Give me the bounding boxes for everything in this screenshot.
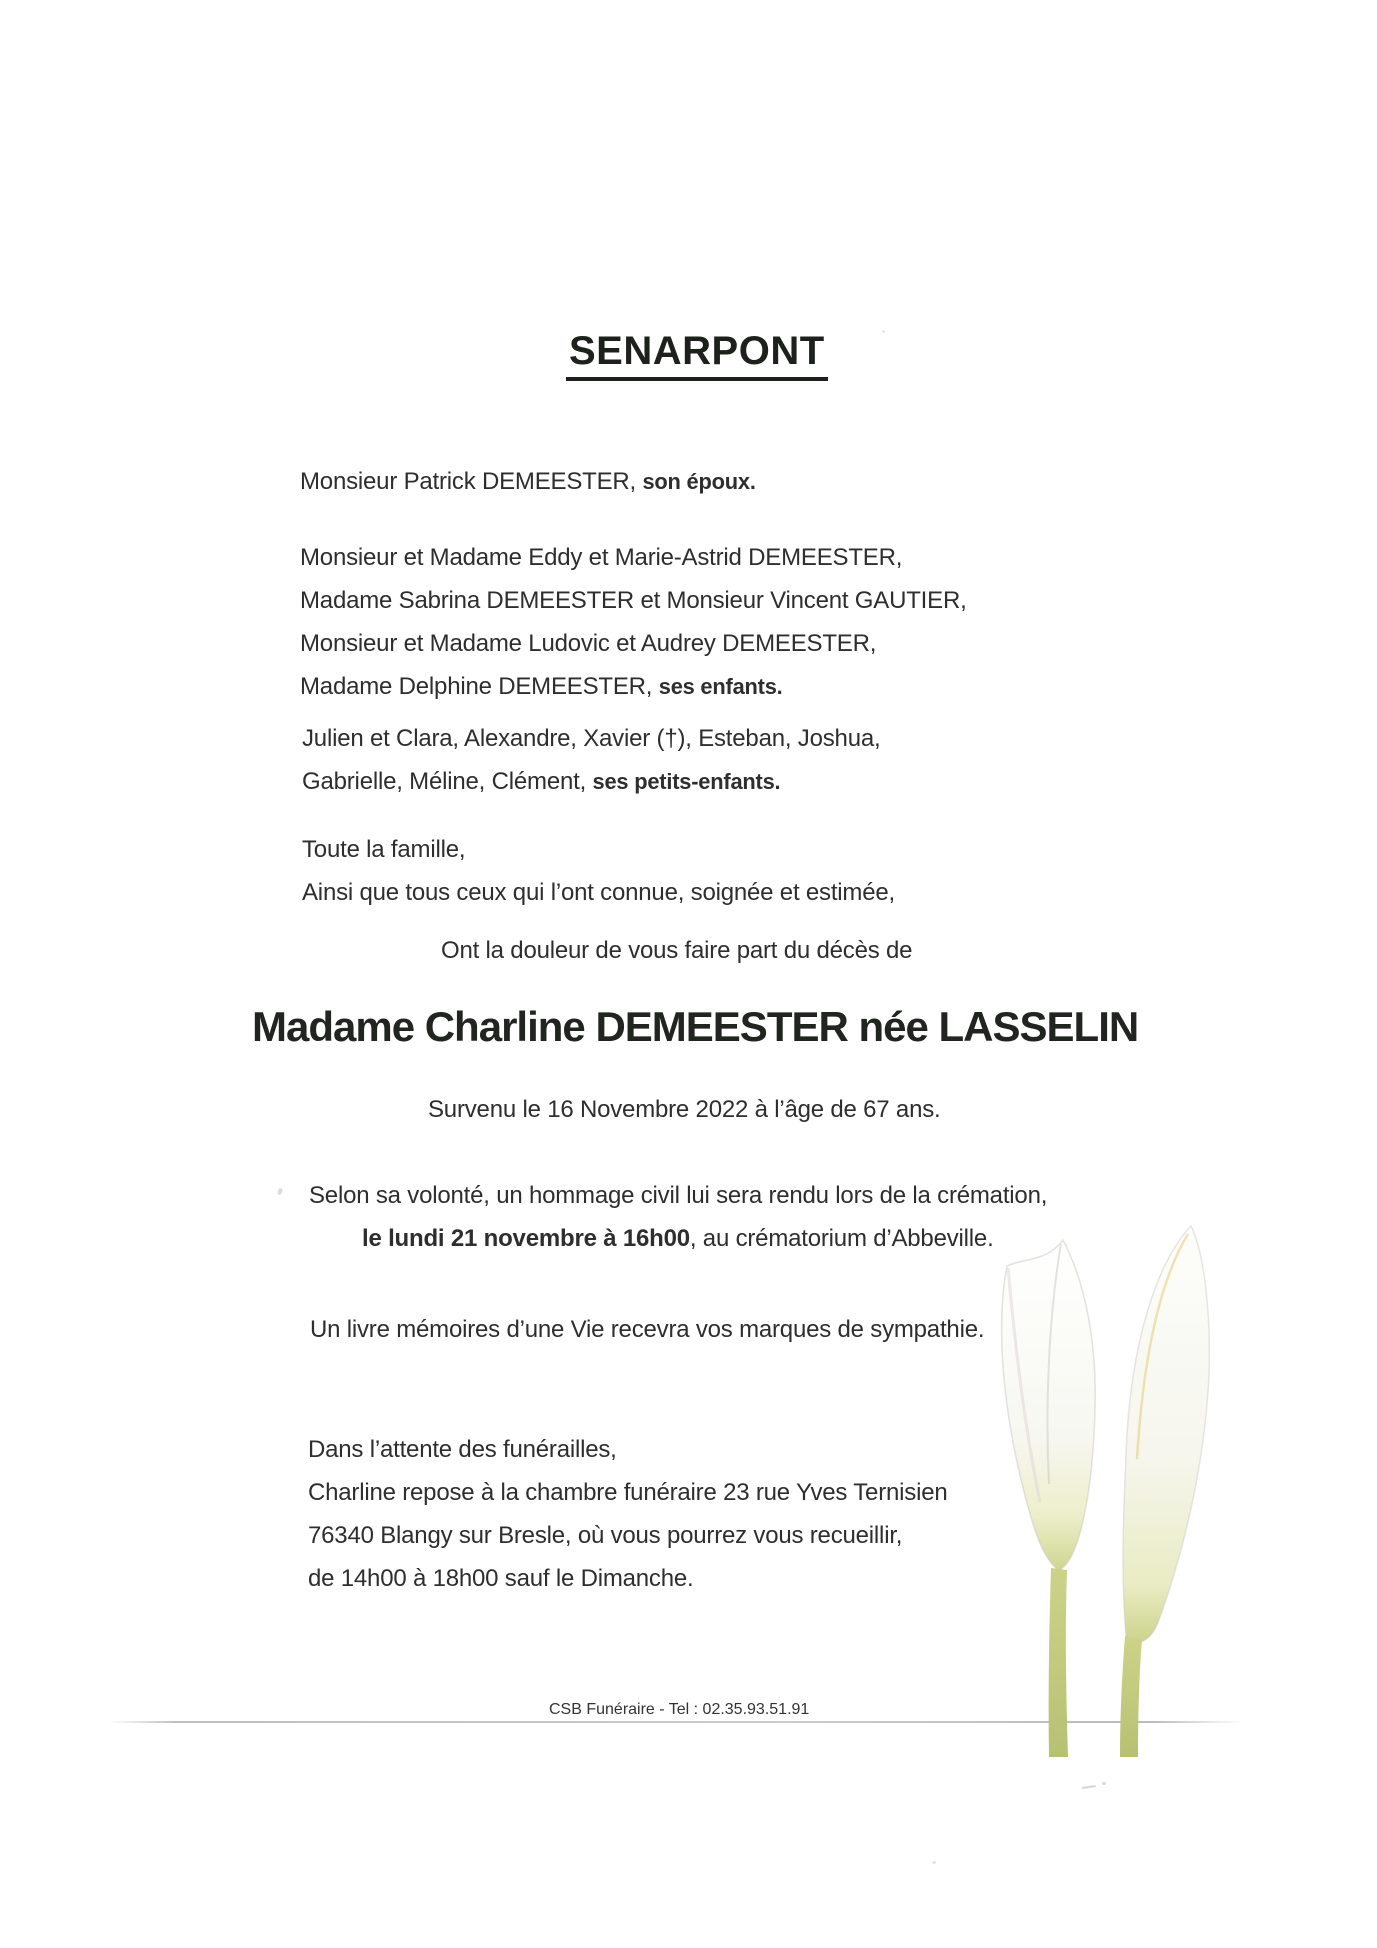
scan-speck <box>1082 1785 1096 1789</box>
spouse-name: Monsieur Patrick DEMEESTER, <box>300 468 643 495</box>
memory-book-line: Un livre mémoires d’une Vie recevra vos marques de sympathie. <box>310 1316 985 1343</box>
children-relation: ses enfants. <box>658 674 783 699</box>
wake-block <box>308 1428 948 1600</box>
grandchildren-names: Gabrielle, Méline, Clément, <box>302 768 593 795</box>
wake-line: de 14h00 à 18h00 sauf le Dimanche. <box>308 1565 694 1592</box>
calla-lily-svg <box>945 1224 1225 1759</box>
wake-line: Charline repose à la chambre funéraire 23 rue Yves Ternisien <box>308 1479 948 1506</box>
calla-lily-image <box>945 1224 1225 1764</box>
spouse-relation: son époux. <box>642 469 756 494</box>
family-block <box>302 828 895 914</box>
ceremony-location: , au crématorium d’Abbeville. <box>689 1225 994 1252</box>
children-line: Monsieur et Madame Eddy et Marie-Astrid DEMEESTER, <box>300 544 903 571</box>
ceremony-line2 <box>362 1225 994 1253</box>
children-last-name: Madame Delphine DEMEESTER, <box>300 673 659 700</box>
family-line: Toute la famille, <box>302 836 466 863</box>
scan-speck <box>932 1861 936 1864</box>
commune-title: SENARPONT <box>566 329 828 381</box>
spouse-line <box>300 468 756 496</box>
announcement-line: Ont la douleur de vous faire part du décès de <box>441 937 913 964</box>
children-line-last <box>300 665 967 708</box>
grandchildren-line: Julien et Clara, Alexandre, Xavier (†), Esteban, Joshua, <box>302 725 881 752</box>
death-notice-line: Survenu le 16 Novembre 2022 à l’âge de 67 ans. <box>428 1096 941 1123</box>
grandchildren-line-last <box>302 760 880 803</box>
scan-speck <box>882 330 885 333</box>
grandchildren-relation: ses petits-enfants. <box>592 769 781 794</box>
children-block <box>300 536 967 708</box>
wake-line: Dans l’attente des funérailles, <box>308 1436 617 1463</box>
wake-line: 76340 Blangy sur Bresle, où vous pourrez vous recueillir, <box>308 1522 903 1549</box>
family-line: Ainsi que tous ceux qui l’ont connue, soignée et estimée, <box>302 879 895 906</box>
ceremony-date: le lundi 21 novembre à 16h00 <box>362 1225 690 1252</box>
scan-speck <box>277 1188 283 1196</box>
grandchildren-block <box>302 717 880 803</box>
scan-speck <box>1102 1782 1106 1785</box>
children-line: Madame Sabrina DEMEESTER et Monsieur Vincent GAUTIER, <box>300 587 967 614</box>
funeral-home-contact: CSB Funéraire - Tel : 02.35.93.51.91 <box>549 1701 810 1718</box>
deceased-name-wrapper <box>252 1003 1138 1051</box>
deceased-name: Madame Charline DEMEESTER née LASSELIN <box>252 1003 1139 1050</box>
children-line: Monsieur et Madame Ludovic et Audrey DEMEESTER, <box>300 630 877 657</box>
ceremony-line1: Selon sa volonté, un hommage civil lui sera rendu lors de la crémation, <box>309 1182 1048 1209</box>
title-wrapper <box>566 329 828 374</box>
